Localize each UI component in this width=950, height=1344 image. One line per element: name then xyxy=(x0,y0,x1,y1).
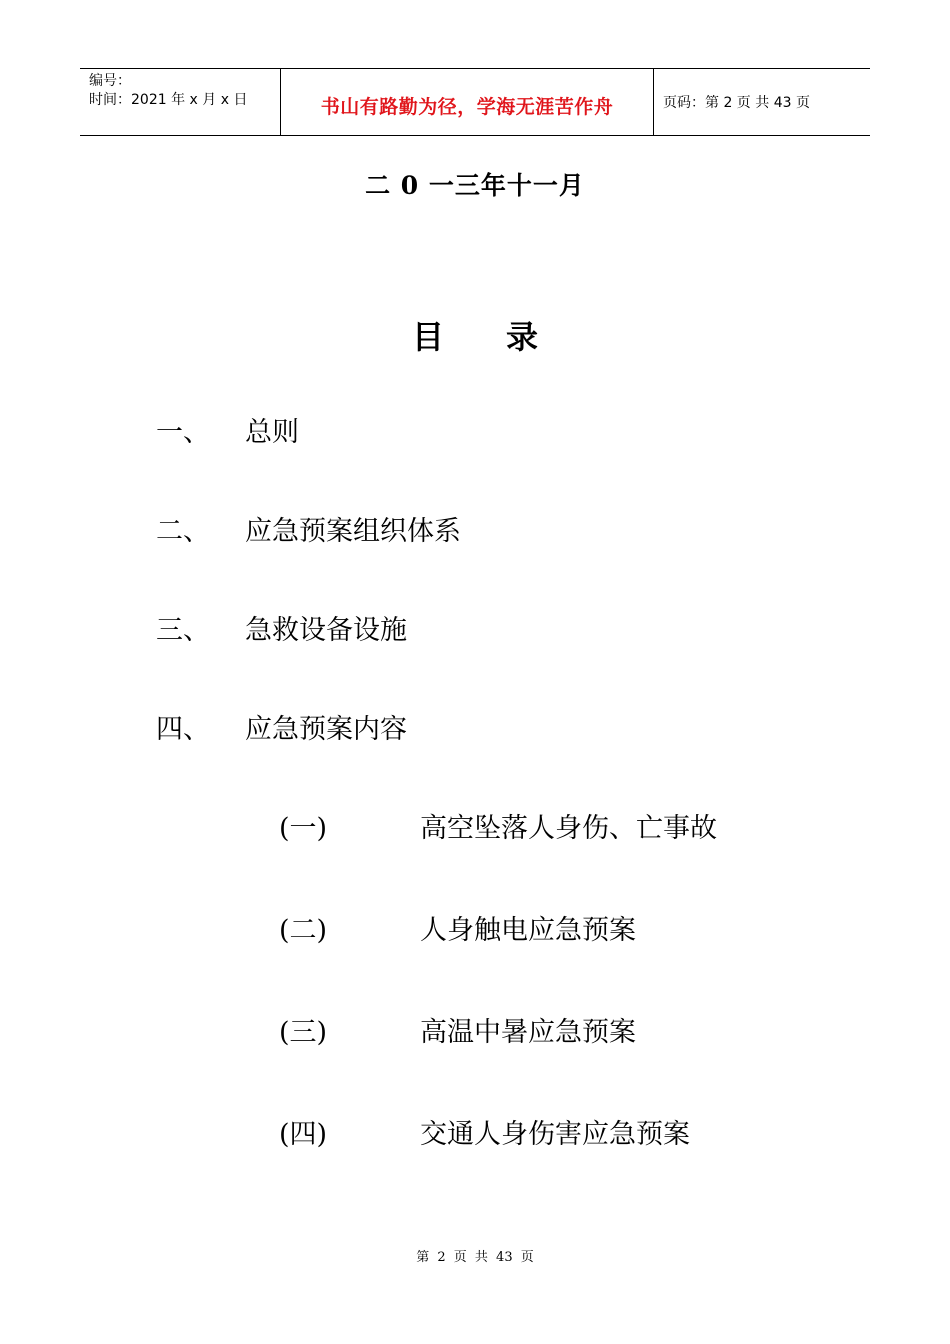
toc-subsection-text: 高温中暑应急预案 xyxy=(420,1017,636,1048)
toc-section-text: 总则 xyxy=(245,417,299,448)
header-page-info: 页码：第 2 页 共 43 页 xyxy=(663,95,810,111)
header-meta xyxy=(80,69,281,135)
toc-subsection-number: (三) xyxy=(279,1017,328,1048)
toc-title-char-2: 录 xyxy=(506,318,539,356)
toc-subsection-number: (一) xyxy=(279,813,328,844)
header-motto: 书山有路勤为径，学海无涯苦作舟 xyxy=(320,95,614,118)
toc-title-char-1: 目 xyxy=(411,318,444,356)
toc-section-number: 二、 xyxy=(156,516,210,547)
toc-title xyxy=(0,312,950,358)
document-date: 二 0 一三年十一月 xyxy=(365,171,585,200)
header-time-label: 时间：2021 年 x 月 x 日 xyxy=(89,92,248,108)
header-number-label: 编号： xyxy=(89,73,131,89)
toc-section-text: 急救设备设施 xyxy=(245,615,407,646)
toc-subsection-text: 高空坠落人身伤、亡事故 xyxy=(420,813,717,844)
toc-section-number: 四、 xyxy=(156,714,210,745)
toc-section-number: 一、 xyxy=(156,417,210,448)
header-page-info-cell xyxy=(654,69,870,135)
toc-subsection-text: 交通人身伤害应急预案 xyxy=(420,1119,690,1150)
page-header xyxy=(80,68,870,136)
page-footer: 第 2 页 共 43 页 xyxy=(416,1250,534,1265)
toc-subsection-text: 人身触电应急预案 xyxy=(420,915,636,946)
header-motto-cell xyxy=(281,69,654,135)
toc-section-number: 三、 xyxy=(156,615,210,646)
toc-subsection-number: (二) xyxy=(279,915,328,946)
toc-subsection-number: (四) xyxy=(279,1119,328,1150)
toc-section-text: 应急预案内容 xyxy=(245,714,407,745)
toc-section-text: 应急预案组织体系 xyxy=(245,516,461,547)
